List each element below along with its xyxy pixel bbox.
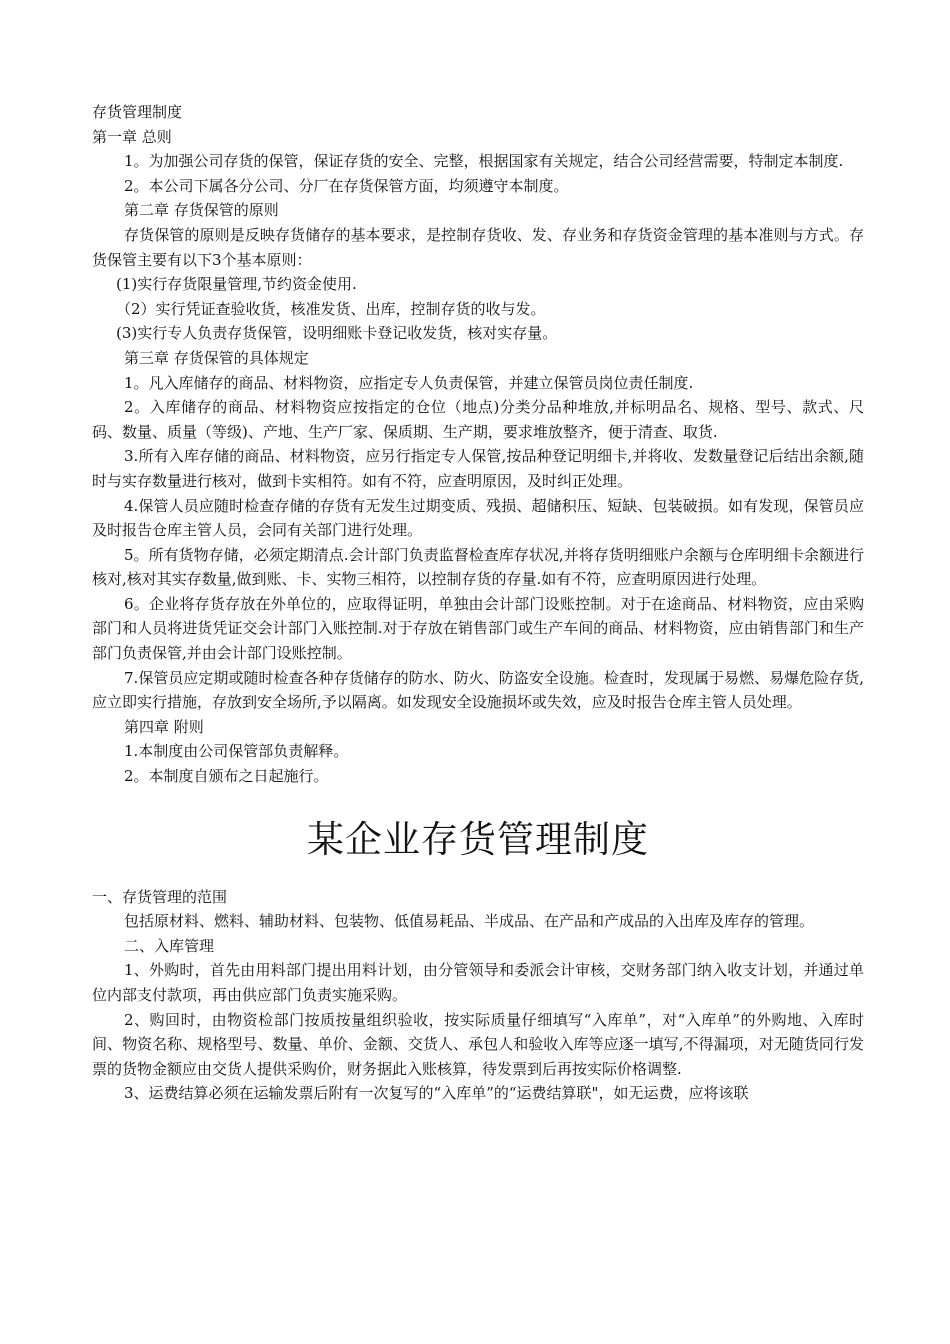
paragraph: 1、外购时，首先由用料部门提出用料计划，由分管领导和委派会计审核，交财务部门纳入收支计划，并通过单位内部支付款项，再由供应部门负责实施采购。 bbox=[92, 961, 864, 1004]
chapter-4-heading: 第四章 附则 bbox=[124, 717, 204, 736]
list-item: (3)实行专人负责存货保管，设明细账卡登记收发货，核对实存量。 bbox=[116, 324, 558, 343]
paragraph: 6。企业将存货存放在外单位的，应取得证明，单独由会计部门设账控制。对于在途商品、材料物资，应由采购部门和人员将进货凭证交会计部门入账控制.对于存放在销售部门或生产车间的商品、材料物资，应由销售部门和生产部门负责保管,并由会计部门设账控制。 bbox=[92, 594, 864, 663]
list-item: (1)实行存货限量管理,节约资金使用. bbox=[116, 275, 357, 294]
paragraph: 2。本公司下属各分公司、分厂在存货保管方面，均须遵守本制度。 bbox=[124, 176, 569, 195]
paragraph: 2、购回时，由物资检部门按质按量组织验收，按实际质量仔细填写“入库单”，对“入库单”的外购地、入库时间、物资名称、规格型号、数量、单价、金额、交货人、承包人和验收入库等应逐一填写,不得漏项，对无随货同行发票的货物金额应由交货人提供采购价，财务据此入账核算，待发票到后再按实际价格调整. bbox=[92, 1010, 864, 1078]
section-1-heading: 一、存货管理的范围 bbox=[92, 887, 228, 906]
paragraph: 4.保管人员应随时检查存储的存货有无发生过期变质、残损、超储积压、短缺、包装破损。如有发现，保管员应及时报告仓库主管人员，会同有关部门进行处理。 bbox=[92, 496, 864, 540]
paragraph: 1。为加强公司存货的保管，保证存货的安全、完整，根据国家有关规定，结合公司经营需要，特制定本制度. bbox=[124, 152, 844, 171]
paragraph: 1.本制度由公司保管部负责解释。 bbox=[124, 742, 349, 761]
paragraph: 包括原材料、燃料、辅助材料、包装物、低值易耗品、半成品、在产品和产成品的入出库及库存的管理。 bbox=[124, 912, 815, 931]
paragraph: 5。所有货物存储，必须定期清点.会计部门负责监督检查库存状况,并将存货明细账户余额与仓库明细卡余额进行核对,核对其实存数量,做到账、卡、实物三相符，以控制存货的存量.如有不符，应查明原因进行处理。 bbox=[92, 545, 864, 589]
chapter-1-heading: 第一章 总则 bbox=[92, 127, 172, 146]
main-title: 某企业存货管理制度 bbox=[307, 817, 649, 861]
document-page bbox=[92, 100, 864, 1106]
paragraph: 存货保管的原则是反映存货储存的基本要求，是控制存货收、发、存业务和存货资金管理的基本准则与方式。存货保管主要有以下3个基本原则： bbox=[92, 225, 864, 269]
section-2-heading: 二、入库管理 bbox=[124, 936, 215, 955]
paragraph: 2。入库储存的商品、材料物资应按指定的仓位（地点)分类分品种堆放,并标明品名、规格、型号、款式、尺码、数量、质量（等级)、产地、生产厂家、保质期、生产期，要求堆放整齐，便于清查、取货. bbox=[92, 398, 864, 441]
chapter-2-heading: 第二章 存货保管的原则 bbox=[124, 201, 279, 220]
paragraph: 7.保管员应定期或随时检查各种存货储存的防水、防火、防盗安全设施。检查时，发现属于易燃、易爆危险存货,应立即实行措施，存放到安全场所,予以隔离。如发现安全设施损坏或失效，应及时报告仓库主管人员处理。 bbox=[92, 668, 864, 712]
paragraph: 1。凡入库储存的商品、材料物资，应指定专人负责保管，并建立保管员岗位责任制度. bbox=[124, 373, 694, 392]
doc-heading: 存货管理制度 bbox=[92, 103, 183, 121]
paragraph: 3.所有入库存储的商品、材料物资，应另行指定专人保管,按品种登记明细卡,并将收、发数量登记后结出余额,随时与实存数量进行核对，做到卡实相符。如有不符，应查明原因，及时纠正处理。 bbox=[92, 447, 864, 490]
paragraph: 2。本制度自颁布之日起施行。 bbox=[124, 767, 329, 786]
chapter-3-heading: 第三章 存货保管的具体规定 bbox=[124, 348, 309, 367]
list-item: （2）实行凭证查验收货，核准发货、出库，控制存货的收与发。 bbox=[116, 299, 546, 318]
paragraph: 3、运费结算必须在运输发票后附有一次复写的“入库单”的“运费结算联"，如无运费，应将该联 bbox=[124, 1084, 749, 1103]
